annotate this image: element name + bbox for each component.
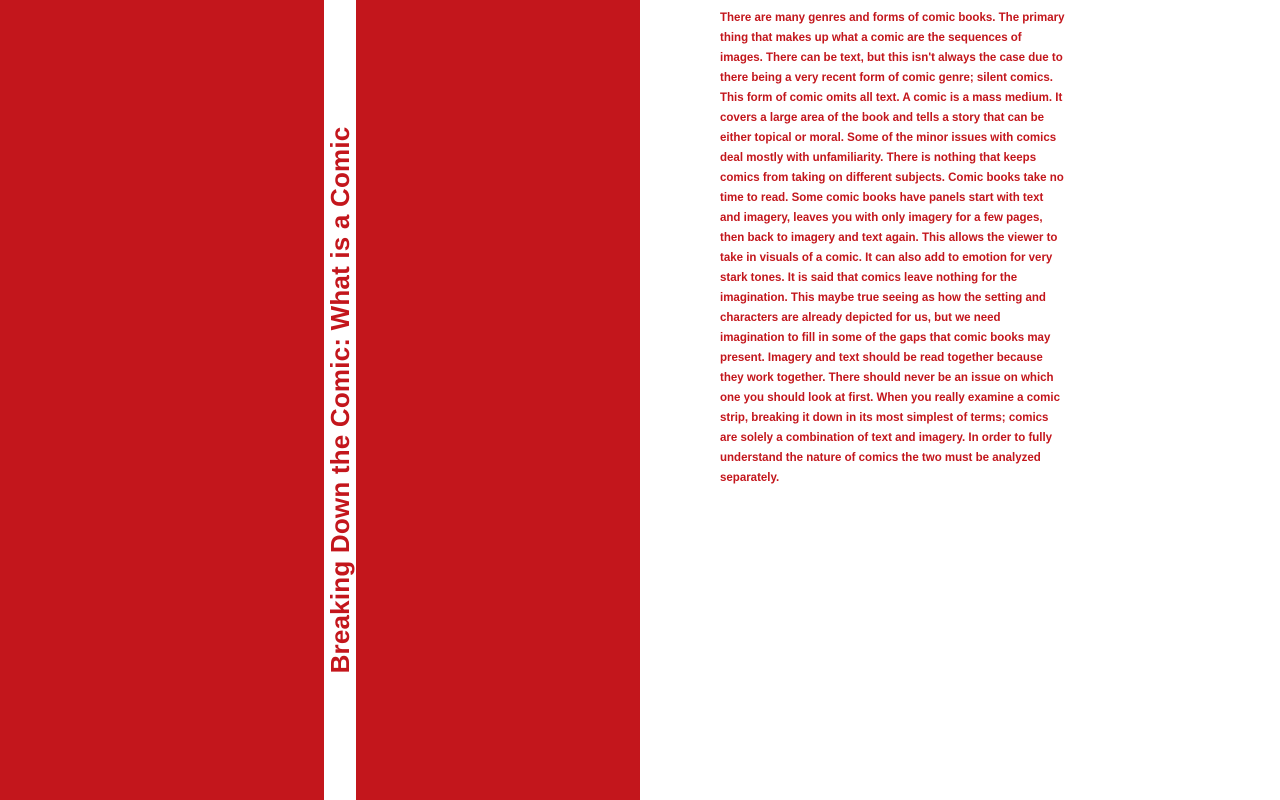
left-red-panel <box>0 0 324 800</box>
body-paragraph: There are many genres and forms of comic books. The primary thing that makes up what a comic are the sequences of images. There can be text, but this isn't always the case due to there being a very recent form of comic genre; silent comics. This form of comic omits all text. A comic is a mass medium. It covers a large area of the book and tells a story that can be either topical or moral. Some of the minor issues with comics deal mostly with unfamiliarity. There is nothing that keeps comics from taking on different subjects. Comic books take no time to read. Some comic books have panels start with text and imagery, leaves you with only imagery for a few pages, then back to imagery and text again. This allows the viewer to take in visuals of a comic. It can also add to emotion for very stark tones. It is said that comics leave nothing for the imagination. This maybe true seeing as how the setting and characters are already depicted for us, but we need imagination to fill in some of the gaps that comic books may present. Imagery and text should be read together because they work together. There should never be an issue on which one you should look at first. When you really examine a comic strip, breaking it down in its most simplest of terms; comics are solely a combination of text and imagery. In order to fully understand the nature of comics the two must be analyzed separately. <box>720 12 1065 484</box>
title-gutter <box>324 0 356 800</box>
body-column <box>720 8 1065 488</box>
right-red-panel <box>356 0 640 800</box>
page-title: Breaking Down the Comic: What is a Comic <box>325 126 355 674</box>
